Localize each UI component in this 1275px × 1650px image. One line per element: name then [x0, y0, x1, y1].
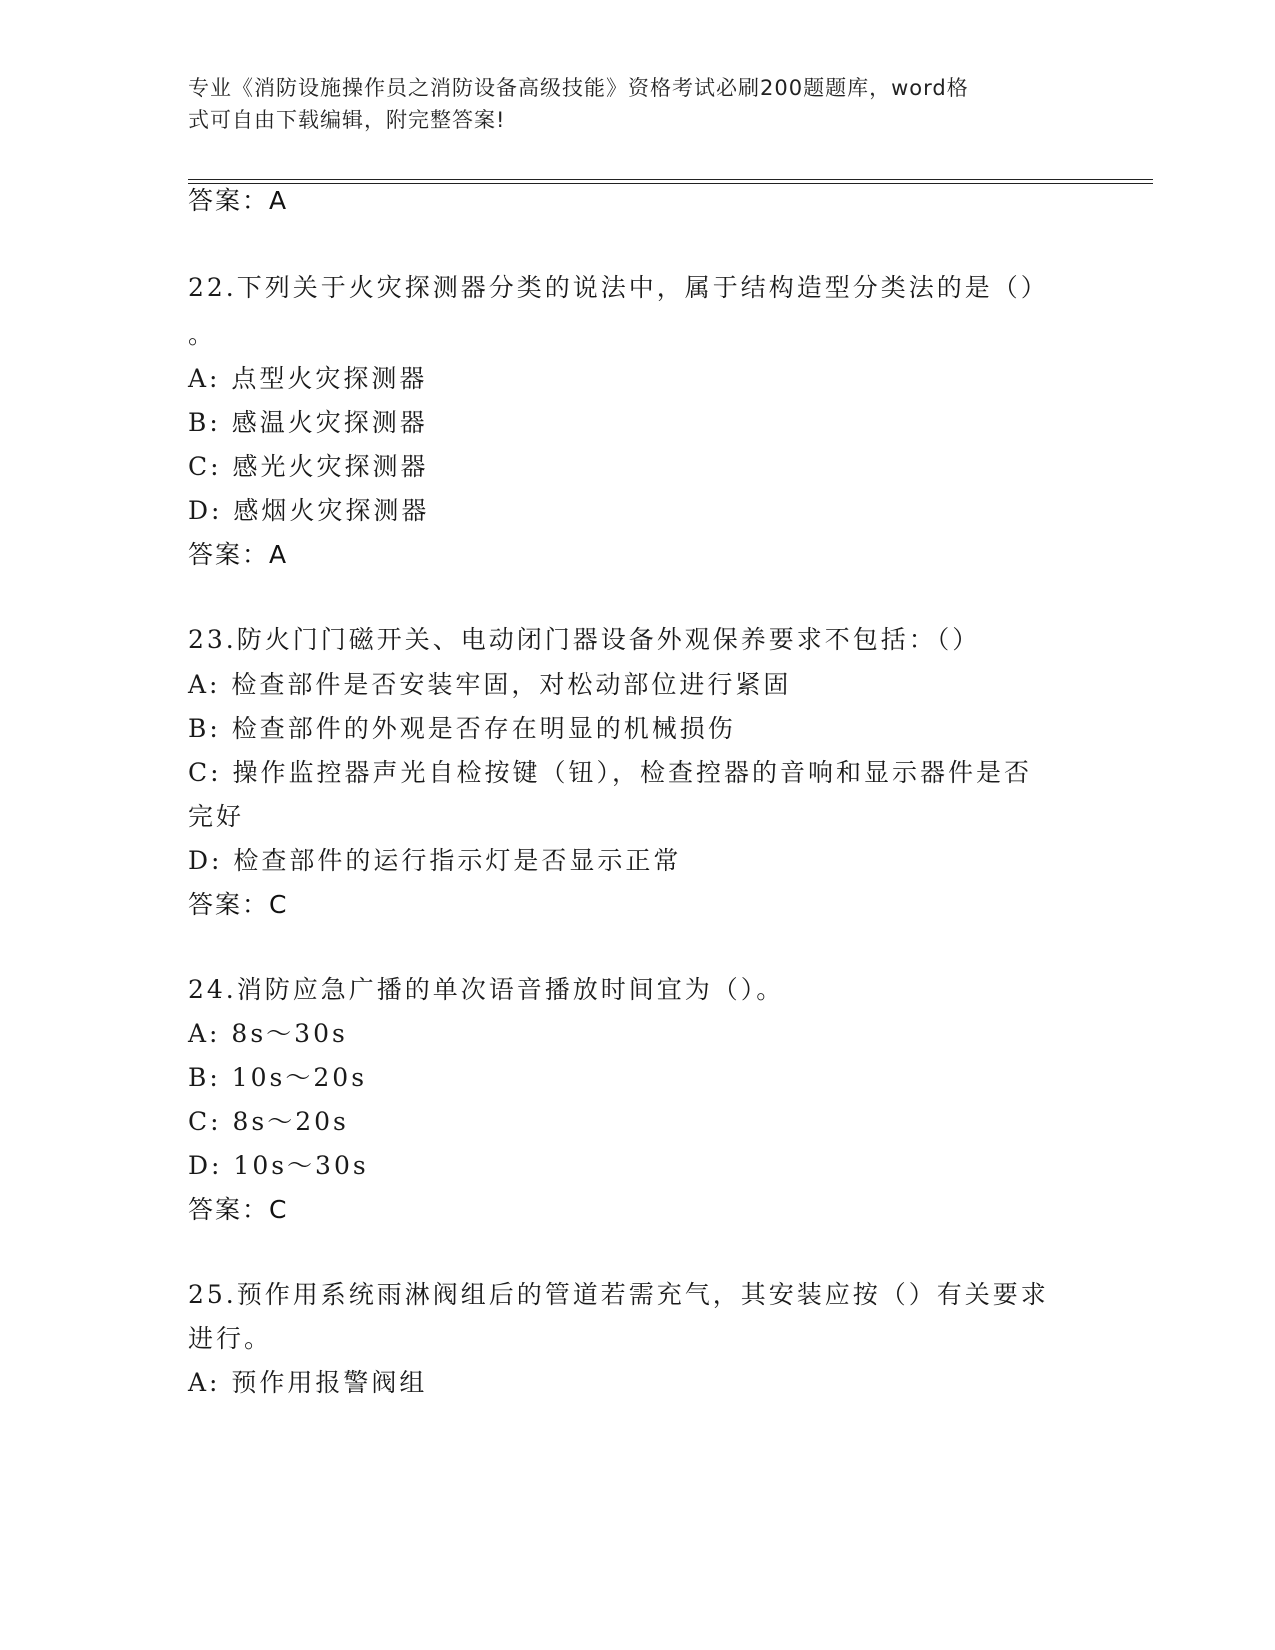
- question-25-option-a: A: 预作用报警阀组: [188, 1368, 428, 1397]
- question-24-option-a: A: 8s～30s: [188, 1019, 348, 1048]
- header-line-2: 式可自由下载编辑，附完整答案!: [188, 108, 506, 132]
- question-22-option-b: B: 感温火灾探测器: [188, 408, 428, 437]
- answer-q23: 答案：C: [188, 890, 289, 919]
- answer-q22: 答案：A: [188, 540, 289, 569]
- header-line-1: 专业《消防设施操作员之消防设备高级技能》资格考试必刷200题题库，word格: [188, 76, 969, 100]
- question-25-stem-2: 进行。: [188, 1324, 273, 1353]
- question-22-option-a: A: 点型火灾探测器: [188, 364, 428, 393]
- question-23-option-d: D: 检查部件的运行指示灯是否显示正常: [188, 846, 682, 875]
- question-23-option-a: A: 检查部件是否安装牢固，对松动部位进行紧固: [188, 670, 792, 699]
- question-25-stem-1: 25.预作用系统雨淋阀组后的管道若需充气，其安装应按（）有关要求: [188, 1280, 1049, 1309]
- answer-q21: 答案：A: [188, 186, 289, 215]
- header-divider-top: [188, 179, 1153, 180]
- question-24-option-b: B: 10s～20s: [188, 1063, 368, 1092]
- question-22-option-c: C: 感光火灾探测器: [188, 452, 429, 481]
- question-22-stem-1: 22.下列关于火灾探测器分类的说法中，属于结构造型分类法的是（）: [188, 273, 1049, 302]
- document-header: [188, 72, 1068, 136]
- header-divider-bottom: [188, 183, 1153, 184]
- question-23-option-c: C: 操作监控器声光自检按键（钮），检查控器的音响和显示器件是否: [188, 758, 1033, 787]
- question-23-option-c-cont: 完好: [188, 802, 245, 831]
- question-24-option-d: D: 10s～30s: [188, 1151, 369, 1180]
- answer-q24: 答案：C: [188, 1195, 289, 1224]
- question-23-stem-1: 23.防火门门磁开关、电动闭门器设备外观保养要求不包括：（）: [188, 625, 981, 654]
- question-23-option-b: B: 检查部件的外观是否存在明显的机械损伤: [188, 714, 736, 743]
- question-24-option-c: C: 8s～20s: [188, 1107, 349, 1136]
- question-24-stem-1: 24.消防应急广播的单次语音播放时间宜为（）。: [188, 975, 785, 1004]
- question-22-stem-2: 。: [188, 320, 217, 349]
- question-22-option-d: D: 感烟火灾探测器: [188, 496, 430, 525]
